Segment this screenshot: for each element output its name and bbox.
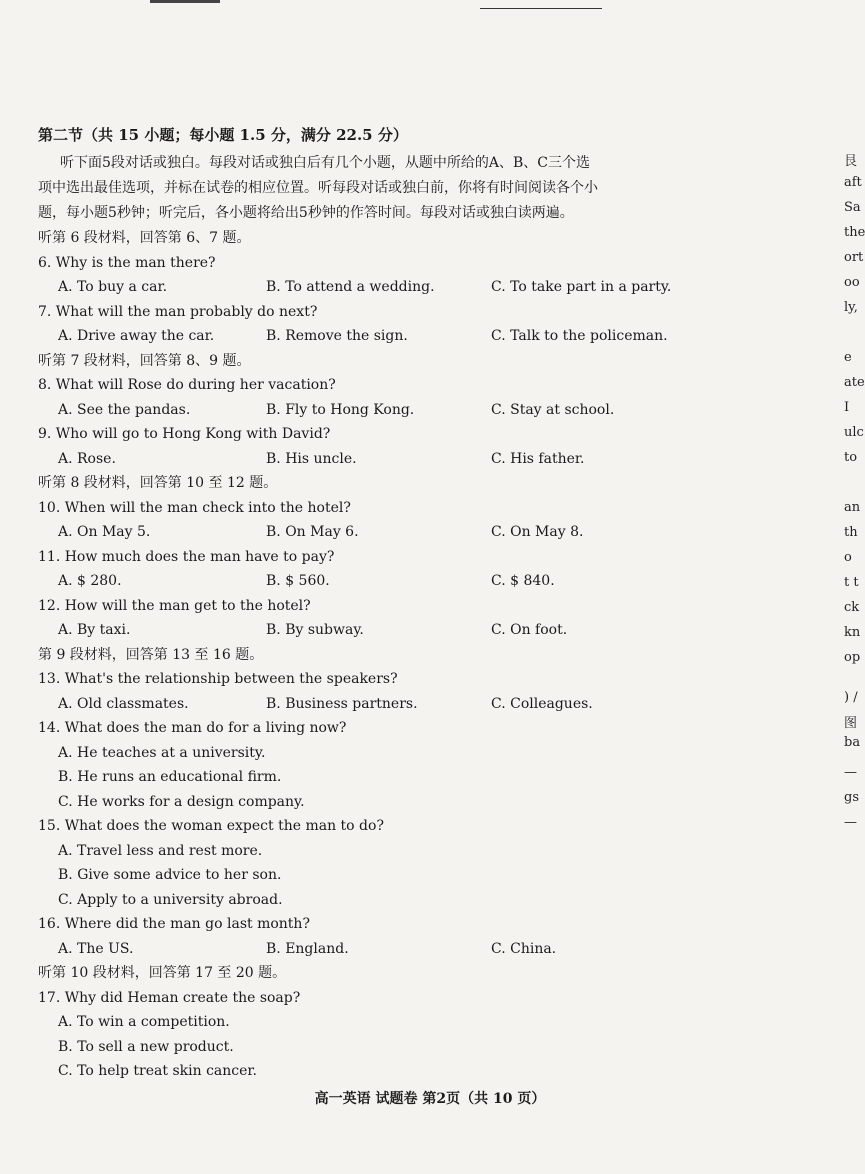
answer-option: A. By taxi. bbox=[58, 622, 131, 638]
edge-fragment: ) / bbox=[844, 690, 858, 705]
question-text: 8. What will Rose do during her vacation? bbox=[38, 377, 336, 393]
question-text: 16. Where did the man go last month? bbox=[38, 916, 310, 932]
answer-option: C. Stay at school. bbox=[491, 401, 615, 418]
answer-option: A. Old classmates. bbox=[58, 695, 189, 712]
section-title: 第二节（共 15 小题；每小题 1.5 分，满分 22.5 分） bbox=[38, 126, 408, 144]
answer-option: A. To buy a car. bbox=[58, 279, 168, 295]
edge-fragment: to bbox=[844, 450, 858, 465]
answer-option: A. $ 280. bbox=[58, 573, 122, 589]
answer-option: B. On May 6. bbox=[266, 524, 359, 540]
group-heading: 第 9 段材料，回答第 13 至 16 题。 bbox=[38, 646, 264, 663]
edge-fragment: gs bbox=[844, 790, 859, 805]
edge-fragment: 艮 bbox=[844, 154, 858, 169]
answer-option: B. To attend a wedding. bbox=[266, 279, 435, 295]
edge-fragment: ck bbox=[844, 600, 860, 615]
answer-option: A. He teaches at a university. bbox=[58, 744, 266, 761]
instruction-line-3: 题，每小题5秒钟；听完后，各小题将给出5秒钟的作答时间。每段对话或独白读两遍。 bbox=[38, 205, 574, 221]
answer-option: C. China. bbox=[491, 940, 557, 957]
answer-option: B. Fly to Hong Kong. bbox=[266, 401, 415, 418]
answer-option: A. Travel less and rest more. bbox=[58, 842, 263, 859]
question-text: 14. What does the man do for a living now? bbox=[38, 720, 347, 736]
answer-option: B. Remove the sign. bbox=[266, 328, 408, 344]
answer-option: C. Talk to the policeman. bbox=[491, 328, 668, 344]
question-text: 7. What will the man probably do next? bbox=[38, 303, 318, 320]
edge-fragment: ba bbox=[844, 735, 861, 750]
group-heading: 听第 7 段材料，回答第 8、9 题。 bbox=[38, 352, 251, 369]
edge-fragment: 图 bbox=[844, 716, 858, 731]
edge-fragment: ulc bbox=[844, 425, 864, 440]
answer-option: C. $ 840. bbox=[491, 573, 555, 589]
edge-fragment: th bbox=[844, 525, 858, 540]
answer-option: C. Colleagues. bbox=[491, 695, 593, 712]
answer-option: B. To sell a new product. bbox=[58, 1038, 234, 1055]
scan-mark-top bbox=[150, 0, 220, 3]
edge-fragment: t t bbox=[844, 575, 859, 590]
instruction-line-1: 听下面5段对话或独白。每段对话或独白后有几个小题，从题中所给的A、B、C三个选 bbox=[60, 155, 591, 171]
question-text: 9. Who will go to Hong Kong with David? bbox=[38, 426, 331, 442]
question-text: 6. Why is the man there? bbox=[38, 254, 216, 271]
edge-fragment: aft bbox=[844, 175, 862, 190]
answer-option: C. He works for a design company. bbox=[58, 793, 305, 810]
answer-option: A. On May 5. bbox=[58, 524, 151, 540]
edge-fragment: — bbox=[844, 765, 857, 780]
answer-option: B. $ 560. bbox=[266, 573, 330, 589]
edge-fragment: oo bbox=[844, 275, 860, 290]
group-heading: 听第 8 段材料，回答第 10 至 12 题。 bbox=[38, 475, 278, 491]
answer-option: C. To take part in a party. bbox=[491, 279, 672, 295]
edge-fragment: — bbox=[844, 815, 857, 830]
answer-option: B. Business partners. bbox=[266, 695, 418, 712]
answer-option: C. His father. bbox=[491, 450, 585, 467]
page-footer: 高一英语 试题卷 第2页（共 10 页） bbox=[314, 1091, 546, 1107]
answer-option: A. See the pandas. bbox=[58, 401, 191, 418]
edge-fragment: I bbox=[844, 400, 850, 415]
answer-option: B. By subway. bbox=[266, 622, 364, 638]
answer-option: C. To help treat skin cancer. bbox=[58, 1063, 258, 1079]
edge-fragment: ly, bbox=[844, 300, 858, 315]
question-text: 11. How much does the man have to pay? bbox=[38, 548, 335, 565]
answer-option: B. England. bbox=[266, 940, 349, 957]
edge-fragment: op bbox=[844, 650, 861, 665]
edge-fragment: Sa bbox=[844, 200, 861, 215]
top-rule bbox=[480, 8, 602, 9]
edge-fragment: the bbox=[844, 225, 865, 240]
answer-option: B. He runs an educational firm. bbox=[58, 769, 282, 785]
edge-fragment: kn bbox=[844, 625, 861, 640]
group-heading: 听第 10 段材料，回答第 17 至 20 题。 bbox=[38, 965, 287, 981]
answer-option: A. To win a competition. bbox=[58, 1014, 230, 1030]
question-text: 12. How will the man get to the hotel? bbox=[38, 597, 311, 614]
answer-option: A. The US. bbox=[58, 940, 134, 957]
instruction-line-2: 项中选出最佳选项，并标在试卷的相应位置。听每段对话或独白前，你将有时间阅读各个小 bbox=[38, 180, 598, 196]
answer-option: C. On foot. bbox=[491, 622, 568, 638]
question-text: 10. When will the man check into the hotel? bbox=[38, 499, 351, 516]
edge-fragment: o bbox=[844, 550, 852, 565]
edge-fragment: an bbox=[844, 500, 861, 515]
adjacent-page-edge bbox=[844, 0, 865, 1174]
answer-option: A. Rose. bbox=[58, 450, 116, 467]
edge-fragment: ate bbox=[844, 375, 865, 390]
answer-option: C. Apply to a university abroad. bbox=[58, 891, 283, 908]
answer-option: B. Give some advice to her son. bbox=[58, 867, 282, 883]
edge-fragment: e bbox=[844, 350, 852, 365]
edge-fragment: ort bbox=[844, 250, 864, 265]
answer-option: C. On May 8. bbox=[491, 524, 584, 540]
question-text: 15. What does the woman expect the man to do? bbox=[38, 818, 384, 834]
group-heading: 听第 6 段材料，回答第 6、7 题。 bbox=[38, 230, 251, 246]
answer-option: B. His uncle. bbox=[266, 450, 357, 467]
answer-option: A. Drive away the car. bbox=[58, 328, 215, 344]
question-text: 13. What's the relationship between the speakers? bbox=[38, 671, 398, 687]
question-text: 17. Why did Heman create the soap? bbox=[38, 989, 301, 1006]
